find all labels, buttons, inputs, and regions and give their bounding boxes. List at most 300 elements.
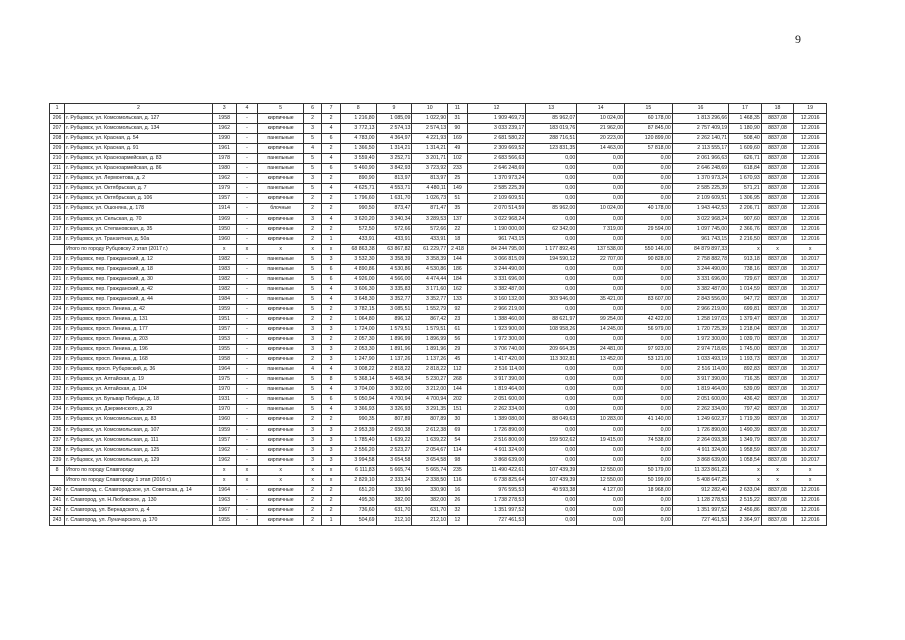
table-cell: -	[236, 395, 258, 405]
table-cell: 1 258 197,03	[672, 314, 728, 324]
table-cell: 31	[448, 114, 468, 124]
table-cell: 3	[303, 345, 321, 355]
table-cell: г. Славгород, ул. Луначарского, д. 170	[65, 515, 213, 525]
table-cell: 0,00	[526, 154, 577, 164]
table-cell: 2	[322, 174, 340, 184]
table-cell: 0,00	[625, 385, 673, 395]
table-cell: 1 349,79	[729, 435, 762, 445]
table-cell: 1983	[212, 264, 236, 274]
table-cell: 2 612,38	[412, 425, 448, 435]
table-cell: 8837,08	[761, 335, 794, 345]
table-cell: 12 550,00	[577, 465, 625, 475]
table-cell: 102	[448, 154, 468, 164]
column-number: 13	[526, 104, 577, 114]
table-cell: 149	[448, 184, 468, 194]
table-cell: 0,00	[625, 445, 673, 455]
table-cell: 4	[322, 214, 340, 224]
table-cell: 0,00	[577, 395, 625, 405]
table-cell: 3 917 390,00	[672, 375, 728, 385]
table-cell: 5 368,14	[340, 375, 376, 385]
table-cell: 8	[322, 375, 340, 385]
table-cell: г. Рубцовск, ул. Октябрьская, д. 106	[65, 194, 213, 204]
table-row	[50, 184, 827, 194]
table-cell: 1 389 080,00	[467, 415, 526, 425]
table-cell: 961 743,15	[672, 234, 728, 244]
table-cell: кирпичные	[258, 355, 304, 365]
table-cell: 133	[448, 294, 468, 304]
table-cell: 2 109 609,51	[672, 194, 728, 204]
table-cell: 1 670,93	[729, 174, 762, 184]
table-cell: 10.2017	[794, 405, 827, 415]
table-cell: 1 033 493,19	[672, 355, 728, 365]
table-cell: г. Рубцовск, просп. Ленина, д. 168	[65, 355, 213, 365]
column-number: 18	[761, 104, 794, 114]
table-cell: г. Рубцовск, ул. Красная, д. 54	[65, 134, 213, 144]
table-cell: -	[236, 405, 258, 415]
table-cell: 208	[50, 134, 65, 144]
table-row	[50, 365, 827, 375]
table-cell: 8837,08	[761, 204, 794, 214]
table-cell: 3 358,39	[376, 254, 412, 264]
table-cell: панельные	[258, 274, 304, 284]
table-row	[50, 395, 827, 405]
table-cell: 10.2017	[794, 425, 827, 435]
table-cell: 0,00	[577, 284, 625, 294]
column-number: 17	[729, 104, 762, 114]
table-cell: 433,91	[340, 234, 376, 244]
table-cell: 1962	[212, 174, 236, 184]
table-cell: кирпичные	[258, 325, 304, 335]
table-cell: 0,00	[625, 164, 673, 174]
table-cell: г. Рубцовск, ул. Алтайская, д. 104	[65, 385, 213, 395]
table-row	[50, 435, 827, 445]
table-cell: кирпичные	[258, 314, 304, 324]
table-row	[50, 325, 827, 335]
table-cell: 626,71	[729, 154, 762, 164]
table-cell: x	[794, 244, 827, 254]
table-cell: 209	[50, 144, 65, 154]
table-cell: 3	[303, 435, 321, 445]
column-number: 15	[625, 104, 673, 114]
table-cell: 2	[303, 194, 321, 204]
table-cell: 234	[50, 405, 65, 415]
table-cell: 2	[322, 495, 340, 505]
table-cell: 1 552,79	[412, 304, 448, 314]
table-cell: x	[322, 244, 340, 254]
table-cell: 1	[322, 234, 340, 244]
table-cell: 1964	[212, 485, 236, 495]
table-cell: 8837,08	[761, 314, 794, 324]
table-cell: x	[729, 465, 762, 475]
table-cell: 12 550,00	[577, 475, 625, 485]
table-row	[50, 355, 827, 365]
table-cell: 1 064,80	[340, 314, 376, 324]
table-cell: 1959	[212, 425, 236, 435]
table-cell: 0,00	[577, 515, 625, 525]
table-cell: x	[729, 475, 762, 485]
table-cell: 5 665,74	[412, 465, 448, 475]
table-cell: 0,00	[577, 455, 625, 465]
table-cell: 2 646 248,69	[467, 164, 526, 174]
table-cell: 3 022 968,24	[672, 214, 728, 224]
table-row	[50, 335, 827, 345]
table-cell: 8837,08	[761, 385, 794, 395]
table-cell: 12.2016	[794, 214, 827, 224]
table-cell: 2 681 580,22	[467, 134, 526, 144]
table-cell: 3 244 490,00	[467, 264, 526, 274]
table-cell: 3 868 639,00	[467, 455, 526, 465]
table-cell: 8837,08	[761, 505, 794, 515]
table-cell: 0,00	[577, 445, 625, 455]
table-cell: 0,00	[577, 184, 625, 194]
table-cell: 2	[322, 194, 340, 204]
column-number: 8	[340, 104, 376, 114]
table-cell: 990,35	[340, 415, 376, 425]
table-row	[50, 405, 827, 415]
table-cell: 1967	[212, 505, 236, 515]
table-cell: 618,84	[729, 164, 762, 174]
table-cell: 2 051 600,00	[672, 395, 728, 405]
table-cell: 2 683 566,63	[467, 154, 526, 164]
table-cell: панельные	[258, 395, 304, 405]
table-cell: 1 958,59	[729, 445, 762, 455]
table-cell: 12.2016	[794, 505, 827, 515]
table-cell: 0,00	[526, 194, 577, 204]
table-cell: 4 783,00	[340, 134, 376, 144]
table-cell: 2 966 219,00	[672, 304, 728, 314]
table-cell: 3	[303, 174, 321, 184]
table-cell: 10.2017	[794, 274, 827, 284]
table-cell: 1 314,21	[376, 144, 412, 154]
table-cell: 0,00	[625, 375, 673, 385]
table-row	[50, 144, 827, 154]
table-cell: 237	[50, 435, 65, 445]
table-cell: 212,10	[412, 515, 448, 525]
table-cell: 0,00	[526, 385, 577, 395]
table-cell: 232	[50, 385, 65, 395]
table-cell: 1 351 997,52	[672, 505, 728, 515]
table-cell: -	[236, 485, 258, 495]
table-cell: 382,00	[412, 495, 448, 505]
column-number: 6	[303, 104, 321, 114]
table-cell: 51	[448, 194, 468, 204]
table-cell: г. Рубцовск, просп. Рубцовский, д. 36	[65, 365, 213, 375]
table-cell: 3 326,93	[376, 405, 412, 415]
table-cell: 10.2017	[794, 355, 827, 365]
table-cell: 4 700,94	[412, 395, 448, 405]
table-cell: 83 607,00	[625, 294, 673, 304]
table-cell: -	[236, 345, 258, 355]
table-cell: 10.2017	[794, 435, 827, 445]
table-cell: 2	[322, 204, 340, 214]
table-cell: г. Рубцовск, пер. Гражданский, д. 42	[65, 284, 213, 294]
table-cell: 2 051 600,00	[467, 395, 526, 405]
table-cell: 572,66	[412, 224, 448, 234]
table-cell: 2 650,38	[376, 425, 412, 435]
table-cell: 4	[303, 365, 321, 375]
table-cell: 29	[448, 345, 468, 355]
table-cell: 112	[448, 365, 468, 375]
table-cell: 3	[322, 455, 340, 465]
table-cell: 2	[303, 505, 321, 515]
table-cell: 3 366,93	[340, 405, 376, 415]
table-cell: панельные	[258, 164, 304, 174]
table-cell: 10 024,00	[577, 114, 625, 124]
table-cell: панельные	[258, 385, 304, 395]
table-cell: 1 417 420,00	[467, 355, 526, 365]
table-cell: -	[236, 294, 258, 304]
table-cell: 2 053,30	[340, 345, 376, 355]
table-cell: 219	[50, 254, 65, 264]
table-cell: x	[729, 244, 762, 254]
table-cell: 5	[303, 405, 321, 415]
table-cell: 2	[303, 114, 321, 124]
table-cell: 4	[322, 294, 340, 304]
table-cell: 162	[448, 284, 468, 294]
table-cell: 0,00	[577, 214, 625, 224]
table-cell: 84 244 795,00	[467, 244, 526, 254]
table-cell: 2	[322, 505, 340, 515]
table-cell: 10.2017	[794, 304, 827, 314]
table-cell: 97 923,00	[625, 345, 673, 355]
table-cell: 1958	[212, 355, 236, 365]
table-cell: 1957	[212, 194, 236, 204]
table-cell: 0,00	[625, 505, 673, 515]
column-number: 2	[65, 104, 213, 114]
table-cell: 61 229,77	[412, 244, 448, 254]
table-cell: 727 461,53	[672, 515, 728, 525]
table-cell: 3 331 696,00	[467, 274, 526, 284]
table-cell: 0,00	[625, 395, 673, 405]
table-cell: 1 639,22	[412, 435, 448, 445]
table-cell: Итого по городу Рубцовску 2 этап (2017 г.)	[65, 244, 213, 254]
table-cell: 2 818,22	[376, 365, 412, 375]
table-cell: 6	[322, 274, 340, 284]
table-cell: 1960	[212, 415, 236, 425]
column-number: 11	[448, 104, 468, 114]
table-cell: 1 720 725,39	[672, 325, 728, 335]
table-cell: x	[303, 244, 321, 254]
table-cell: 0,00	[577, 264, 625, 274]
table-cell: -	[236, 204, 258, 214]
table-cell: 3 331 696,00	[672, 274, 728, 284]
table-cell: 3	[322, 355, 340, 365]
table-cell: 0,00	[526, 304, 577, 314]
table-cell: г. Рубцовск, ул. Транзитная, д. 50а	[65, 234, 213, 244]
table-cell: 0,00	[526, 505, 577, 515]
table-row	[50, 204, 827, 214]
table-row	[50, 445, 827, 455]
table-cell: 12.2016	[794, 124, 827, 134]
table-cell: 1 247,90	[340, 355, 376, 365]
table-cell: 2 264 093,38	[672, 435, 728, 445]
table-cell: 976 595,53	[467, 485, 526, 495]
table-cell: 1 137,26	[412, 355, 448, 365]
table-cell: 330,90	[412, 485, 448, 495]
table-cell: 1 896,99	[376, 335, 412, 345]
table-cell: 1	[322, 515, 340, 525]
table-cell: 1 631,70	[376, 194, 412, 204]
table-cell: 2 262 334,00	[672, 405, 728, 415]
table-cell: 1 014,59	[729, 284, 762, 294]
table-cell: 2	[303, 234, 321, 244]
table-cell: x	[322, 465, 340, 475]
table-cell: 2 585 225,39	[467, 184, 526, 194]
table-cell: 3	[303, 335, 321, 345]
table-row	[50, 485, 827, 495]
table-cell: 221	[50, 274, 65, 284]
table-cell: 382,00	[376, 495, 412, 505]
table-cell: 8837,08	[761, 395, 794, 405]
table-cell: 2 206,71	[729, 204, 762, 214]
table-cell: 0,00	[526, 495, 577, 505]
table-cell: 4 530,86	[376, 264, 412, 274]
table-cell: 10.2017	[794, 445, 827, 455]
table-cell: 1 796,60	[340, 194, 376, 204]
table-cell: 227	[50, 335, 65, 345]
column-number: 19	[794, 104, 827, 114]
table-cell: 1 366,50	[340, 144, 376, 154]
table-cell: 495,30	[340, 495, 376, 505]
table-cell: -	[236, 445, 258, 455]
table-row	[50, 164, 827, 174]
table-cell: 4 911 324,00	[467, 445, 526, 455]
table-cell: x	[794, 475, 827, 485]
table-cell: 2 262 140,71	[672, 134, 728, 144]
table-cell: -	[236, 335, 258, 345]
table-cell: 433,91	[412, 234, 448, 244]
table-cell: 3 085,51	[376, 304, 412, 314]
table-cell: 2	[303, 314, 321, 324]
table-cell: 11 490 422,61	[467, 465, 526, 475]
table-cell: 6 738 825,64	[467, 475, 526, 485]
table-cell: 3 291,35	[412, 405, 448, 415]
table-cell: 3 868 639,00	[672, 455, 728, 465]
table-cell: -	[236, 455, 258, 465]
table-cell: 1 719,39	[729, 415, 762, 425]
table-cell: 1982	[212, 274, 236, 284]
table-cell: 0,00	[526, 515, 577, 525]
table-cell: 4	[322, 184, 340, 194]
table-cell: 1970	[212, 385, 236, 395]
table-cell: -	[236, 425, 258, 435]
table-cell: -	[236, 114, 258, 124]
table-cell: 2	[322, 224, 340, 234]
table-cell: 651,20	[340, 485, 376, 495]
table-cell: 1 745,00	[729, 345, 762, 355]
table-cell: 3	[303, 445, 321, 455]
table-cell: кирпичные	[258, 495, 304, 505]
table-cell: x	[212, 244, 236, 254]
table-cell: 0,00	[577, 505, 625, 515]
table-cell: 12.2016	[794, 204, 827, 214]
table-cell: 223	[50, 294, 65, 304]
table-cell: блочные	[258, 204, 304, 214]
table-cell: 29 594,00	[625, 224, 673, 234]
table-cell: 10.2017	[794, 415, 827, 425]
table-cell: 226	[50, 325, 65, 335]
table-cell: 10.2017	[794, 365, 827, 375]
table-cell: кирпичные	[258, 345, 304, 355]
table-cell: 14 245,00	[577, 325, 625, 335]
table-cell: 4 911 324,00	[672, 445, 728, 455]
table-cell: 2 966 219,00	[467, 304, 526, 314]
table-cell: 288 716,51	[526, 134, 577, 144]
table-cell: 1 388 460,00	[467, 314, 526, 324]
table-cell: 0,00	[526, 184, 577, 194]
table-cell: 12.2016	[794, 174, 827, 184]
table-row	[50, 304, 827, 314]
table-cell: г. Рубцовск, пер. Гражданский, д. 30	[65, 274, 213, 284]
table-cell: 1 891,96	[376, 345, 412, 355]
table-cell: 53 121,00	[625, 355, 673, 365]
table-cell: 116	[448, 475, 468, 485]
table-cell: 1 972 300,00	[672, 335, 728, 345]
table-cell: г. Рубцовск, ул. Ошоняна, д. 178	[65, 204, 213, 214]
table-cell: 56 979,00	[625, 325, 673, 335]
table-cell: 0,00	[526, 365, 577, 375]
table-cell: 3	[303, 425, 321, 435]
table-cell: 8	[50, 465, 65, 475]
table-cell: 1955	[212, 515, 236, 525]
table-cell: 0,00	[577, 164, 625, 174]
table-cell: 797,42	[729, 405, 762, 415]
table-cell: 113 302,81	[526, 355, 577, 365]
table-cell: 947,72	[729, 294, 762, 304]
table-cell: 8837,08	[761, 124, 794, 134]
table-cell: 12.2016	[794, 515, 827, 525]
table-cell: 8837,08	[761, 485, 794, 495]
table-cell: 3 917 390,00	[467, 375, 526, 385]
table-cell: г. Рубцовск, ул. Красноармейская, д. 86	[65, 164, 213, 174]
table-cell: 4	[322, 385, 340, 395]
table-cell: кирпичные	[258, 214, 304, 224]
table-cell: 1 468,35	[729, 114, 762, 124]
table-cell: 98	[448, 455, 468, 465]
table-cell: 2 758 882,78	[672, 254, 728, 264]
table-cell: 4 625,71	[340, 184, 376, 194]
table-cell: 807,89	[412, 415, 448, 425]
table-row	[50, 415, 827, 425]
table-cell: 2	[303, 495, 321, 505]
table-cell: 12.2016	[794, 485, 827, 495]
table-cell: кирпичные	[258, 114, 304, 124]
table-cell: кирпичные	[258, 124, 304, 134]
table-cell: 8837,08	[761, 254, 794, 264]
table-cell: 1960	[212, 234, 236, 244]
table-cell: г. Рубцовск, просп. Ленина, д. 42	[65, 304, 213, 314]
table-cell: 2	[303, 204, 321, 214]
table-cell: 2 523,27	[376, 445, 412, 455]
table-cell: 10.2017	[794, 314, 827, 324]
table-cell: 213	[50, 184, 65, 194]
table-cell: 4	[303, 144, 321, 154]
table-cell: 0,00	[526, 425, 577, 435]
table-cell: г. Рубцовск, пер. Гражданский, д. 18	[65, 264, 213, 274]
table-cell: 1984	[212, 294, 236, 304]
table-cell: 1951	[212, 314, 236, 324]
table-row	[50, 224, 827, 234]
table-cell: 49	[448, 144, 468, 154]
column-number: 5	[258, 104, 304, 114]
table-cell: 2	[303, 224, 321, 234]
table-cell: 8837,08	[761, 134, 794, 144]
table-cell: 5	[303, 395, 321, 405]
table-cell: 1 193,73	[729, 355, 762, 365]
table-cell: 2 364,97	[729, 515, 762, 525]
table-cell: 2 843 556,00	[672, 294, 728, 304]
table-cell: г. Рубцовск, просп. Ленина, д. 203	[65, 335, 213, 345]
